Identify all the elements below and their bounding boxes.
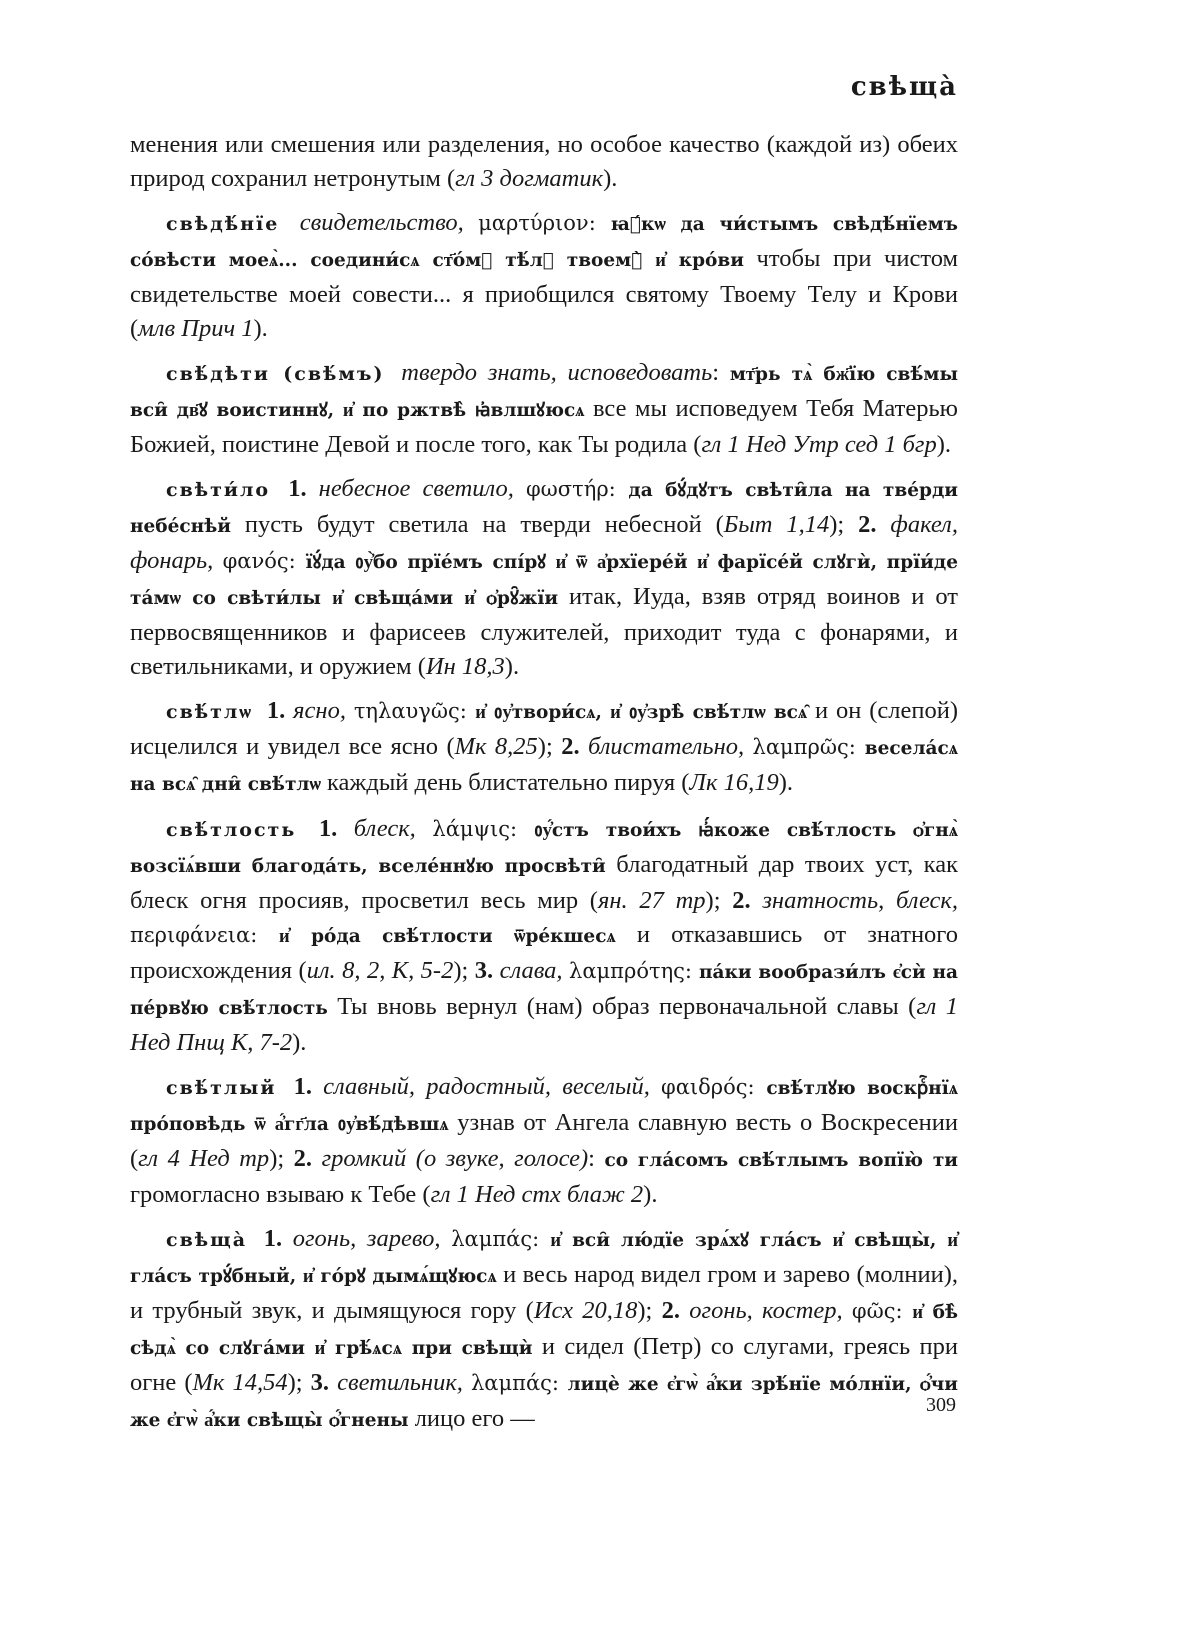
translation-text: : xyxy=(588,1145,605,1172)
translation-text: ); xyxy=(537,733,562,760)
dictionary-entry xyxy=(130,812,958,1060)
translation-text: : xyxy=(712,359,730,386)
greek-equivalent: φαιδρός: xyxy=(661,1075,767,1099)
italic-gloss: небесное светило, xyxy=(318,475,526,502)
sense-number: 1. xyxy=(263,1225,293,1252)
italic-gloss: Быт 1,14 xyxy=(723,511,830,538)
headword: свѣ́тлость xyxy=(166,819,297,841)
translation-text: узнав от Ангела славную весть о Воскресении ( xyxy=(130,1109,958,1172)
headword: свѣдѣ́нїе xyxy=(166,213,280,235)
greek-equivalent: λαμπρῶς: xyxy=(752,735,865,759)
dictionary-entry xyxy=(130,1222,958,1438)
dictionary-text xyxy=(130,128,958,1448)
translation-text: менения или смешения или разделения, но особое качество (каждой из) обеих природ сохранил нетронутым ( xyxy=(130,131,958,192)
italic-gloss: славный, радостный, веселый, xyxy=(323,1073,662,1100)
italic-gloss: гл 1 Нед стх блаж 2 xyxy=(430,1181,644,1208)
italic-gloss: млв Прич 1 xyxy=(138,315,254,342)
dictionary-entry xyxy=(130,206,958,346)
headword: свѣщà xyxy=(166,1229,247,1251)
italic-gloss: блистательно, xyxy=(588,733,753,760)
italic-gloss: ясно, xyxy=(293,697,354,724)
church-slavonic-quote: їꙋ́да ᲂу҆̀бо прїе́мъ спі́рꙋ и҆ ѿ а҆рхїере́й и҆ фарїсе́й слꙋгѝ, прїи́де та́мѡ со свѣти́лы и҆ свѣща́ми и҆ ѻ҆рꙋ̑жїи xyxy=(130,552,958,609)
dictionary-entry xyxy=(130,356,958,462)
headword: свѣти́ло xyxy=(166,479,271,501)
translation-text: ); xyxy=(637,1297,662,1324)
translation-text: лицо его — xyxy=(408,1405,535,1432)
italic-gloss: гл 4 Нед тр xyxy=(138,1145,270,1172)
church-slavonic-quote: да бꙋ́дꙋтъ свѣти̑ла на тве́рди небе́снѣй xyxy=(130,480,959,537)
italic-gloss: светильник, xyxy=(337,1369,471,1396)
italic-gloss: знатность, блеск, xyxy=(762,887,959,914)
greek-equivalent: λαμπάς: xyxy=(471,1371,568,1395)
translation-text: громогласно взываю к Тебе ( xyxy=(130,1181,431,1208)
italic-gloss: Лк 16,19 xyxy=(689,769,779,796)
translation-text: ). xyxy=(778,769,793,796)
greek-equivalent: φανός: xyxy=(222,549,306,573)
sense-number: 2. xyxy=(293,1145,322,1172)
translation-text: ). xyxy=(504,653,520,680)
church-slavonic-quote: лицѐ же є҆гѡ̀ а҆́ки зрѣ́нїе мо́лнїи, ѻ҆́чи же є҆гѡ̀ а҆́ки свѣщы̀ ѻ҆́гнены xyxy=(130,1374,959,1431)
church-slavonic-quote: и҆ бѣ̀ сѣдѧ̀ со слꙋга́ми и҆ грѣ́ѧсѧ при свѣщѝ xyxy=(130,1302,959,1359)
church-slavonic-quote: ᲂу҆́стъ твои́хъ ꙗ҆́коже свѣ́тлость ѻ҆гнѧ̀ возсїѧ́вши благода́ть, вселе́ннꙋю просвѣти̑ xyxy=(130,820,959,877)
church-slavonic-quote: и҆ ᲂу҆твори́сѧ, и҆ ᲂу҆зрѣ̀ свѣ́тлѡ всѧ̑ xyxy=(475,702,808,723)
church-slavonic-quote: ꙗ҆́кѡ да чи́стымъ свѣдѣ́нїемъ со́вѣсти моеѧ̀... соедини́сѧ ст҃о́мꙋ тѣ́лꙋ твоемꙋ̀ и҆ кро́ви xyxy=(130,214,958,271)
page-number: 309 xyxy=(926,1394,956,1416)
italic-gloss: Мк 14,54 xyxy=(192,1369,288,1396)
translation-text: чтобы при чистом свидетельстве моей совести... я приобщился святому Твоему Телу и Крови ( xyxy=(130,245,958,342)
sense-number: 3. xyxy=(474,957,500,984)
translation-text: и он (слепой) исцелился и увидел все ясно ( xyxy=(130,697,958,760)
translation-text: ); xyxy=(705,887,733,914)
italic-gloss: блеск, xyxy=(353,815,433,842)
greek-equivalent: τηλαυγῶς: xyxy=(353,699,476,723)
sense-number: 1. xyxy=(266,697,294,724)
italic-gloss: Исх 20,18 xyxy=(533,1297,638,1324)
italic-gloss: гл 1 Нед Утр сед 1 бгр xyxy=(701,431,937,458)
church-slavonic-quote: па́ки вообрази́лъ є҆сѝ на пе́рвꙋю свѣ́тлость xyxy=(130,962,959,1019)
italic-gloss: слава, xyxy=(499,957,570,984)
italic-gloss: гл 1 Нед Пнщ К, 7-2 xyxy=(130,993,958,1056)
greek-equivalent: φῶς: xyxy=(851,1299,913,1323)
translation-text: ); xyxy=(829,511,859,538)
greek-equivalent: λαμπάς: xyxy=(451,1227,551,1251)
greek-equivalent: λάμψις: xyxy=(432,817,535,841)
sense-number: 1. xyxy=(293,1073,324,1100)
dictionary-entry xyxy=(130,128,958,196)
greek-equivalent: λαμπρότης: xyxy=(569,959,700,983)
church-slavonic-quote: и҆ вси̑ лю́дїе зрѧ́хꙋ гла́съ и҆ свѣщы̀, и҆ гла́съ трꙋ́бный, и҆ го́рꙋ дымѧ́щꙋюсѧ xyxy=(130,1230,959,1287)
translation-text: благодатный дар твоих уст, как блеск огня просияв, просветил весь мир ( xyxy=(130,851,958,914)
translation-text: каждый день блистательно пируя ( xyxy=(320,769,690,796)
translation-text: ); xyxy=(453,957,475,984)
church-slavonic-quote: и҆ ро́да свѣ́тлости ѿре́кшесѧ xyxy=(278,926,616,947)
translation-text: и отказавшись от знатного происхождения ( xyxy=(130,921,958,984)
translation-text: все мы исповедуем Тебя Матерью Божией, поистине Девой и после того, как Ты родила ( xyxy=(130,395,958,458)
church-slavonic-quote: мт҃рь тѧ̀ бж҃їю свѣ́мы вси̑ дв҃ꙋ воистиннꙋ, и҆ по ржтвѣ̀ ꙗ҆влшꙋюсѧ xyxy=(130,364,958,421)
church-slavonic-quote: свѣ́тлꙋю воскрⷭ҇нїѧ про́повѣдь ѿ а҆́гг҃ла ᲂу҆вѣ́дѣвшѧ xyxy=(130,1078,958,1135)
sense-number: 2. xyxy=(732,887,763,914)
italic-gloss: огонь, зарево, xyxy=(292,1225,452,1252)
sense-number: 1. xyxy=(288,475,319,502)
italic-gloss: факел, фонарь, xyxy=(130,511,958,574)
translation-text: и сидел (Петр) со слугами, греясь при огне ( xyxy=(130,1333,958,1396)
translation-text: Ты вновь вернул (нам) образ первоначальной славы ( xyxy=(327,993,917,1020)
church-slavonic-quote: со гла́сомъ свѣ́тлымъ вопїю̀ ти xyxy=(604,1150,959,1171)
running-head: свѣщà xyxy=(850,72,958,102)
headword: свѣ́тлый xyxy=(166,1077,277,1099)
greek-equivalent: περιφάνεια: xyxy=(130,923,279,947)
sense-number: 3. xyxy=(310,1369,338,1396)
italic-gloss: Мк 8,25 xyxy=(454,733,538,760)
greek-equivalent: μαρτύριον: xyxy=(478,211,611,235)
sense-number: 2. xyxy=(858,511,891,538)
italic-gloss: огонь, костер, xyxy=(689,1297,852,1324)
dictionary-entry xyxy=(130,1070,958,1212)
italic-gloss: ян. 27 тр xyxy=(597,887,706,914)
translation-text: и весь народ видел гром и зарево (молнии), и трубный звук, и дымящуюся гору ( xyxy=(130,1261,958,1324)
headword: свѣ́тлѡ xyxy=(166,701,254,723)
translation-text: пусть будут светила на тверди небесной ( xyxy=(230,511,724,538)
church-slavonic-quote: весела́сѧ на всѧ̑ дни̑ свѣ́тлѡ xyxy=(130,738,958,795)
dictionary-entry xyxy=(130,472,958,684)
sense-number: 2. xyxy=(661,1297,690,1324)
translation-text: ). xyxy=(292,1029,307,1056)
sense-number: 2. xyxy=(561,733,589,760)
greek-equivalent: φωστήρ: xyxy=(525,477,629,501)
italic-gloss: громкий (о звуке, голосе) xyxy=(321,1145,589,1172)
translation-text: ). xyxy=(936,431,952,458)
translation-text: итак, Иуда, взяв отряд воинов и от первосвященников и фарисеев служителей, приходит туда с фонарями, и светильниками, и оружием ( xyxy=(130,583,958,680)
translation-text: ). xyxy=(603,165,618,192)
headword: свѣ́дѣти (свѣ́мъ) xyxy=(166,363,385,385)
italic-gloss: свидетельство, xyxy=(299,209,479,236)
italic-gloss: гл 3 догматик xyxy=(455,165,604,192)
dictionary-entry xyxy=(130,694,958,802)
translation-text: ). xyxy=(643,1181,658,1208)
translation-text: ). xyxy=(253,315,268,342)
translation-text: ); xyxy=(287,1369,311,1396)
italic-gloss: Ин 18,3 xyxy=(425,653,505,680)
sense-number: 1. xyxy=(318,815,354,842)
italic-gloss: ил. 8, 2, К, 5-2 xyxy=(306,957,454,984)
italic-gloss: твердо знать, исповедовать xyxy=(401,359,713,386)
translation-text: ); xyxy=(269,1145,294,1172)
